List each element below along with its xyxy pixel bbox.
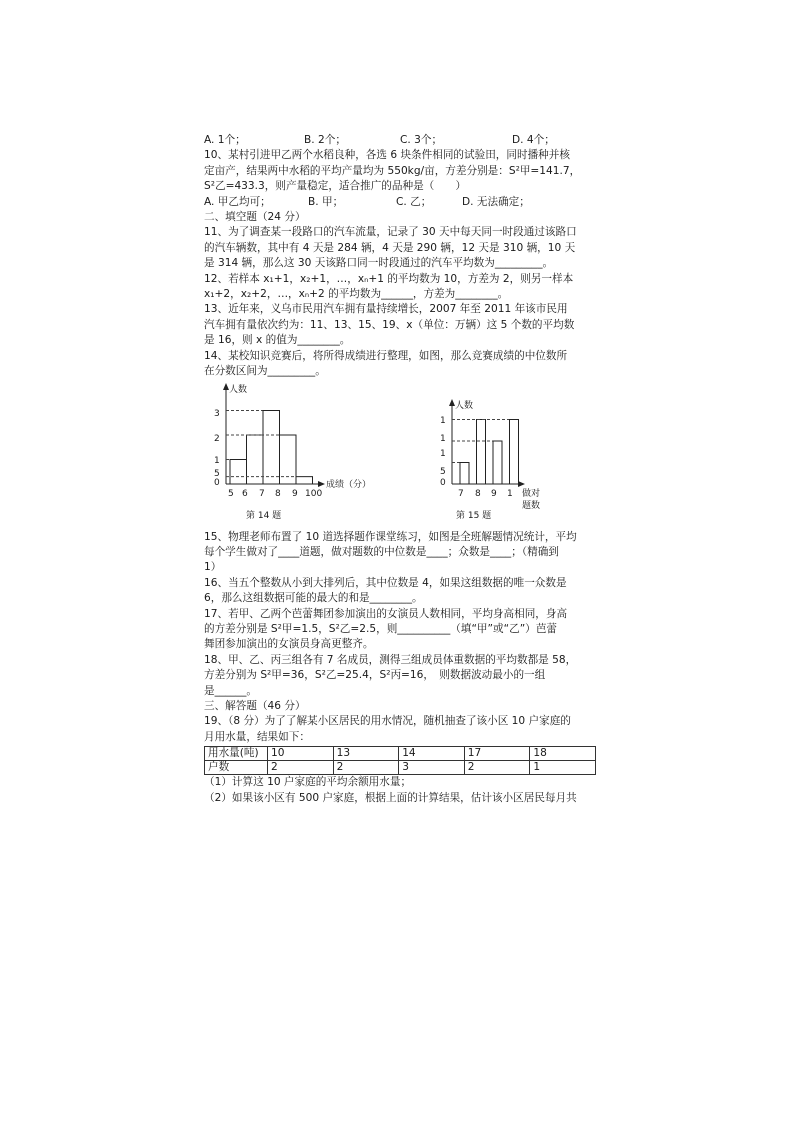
chart15-x-arrow-icon [518, 481, 525, 487]
charts-area [204, 382, 596, 530]
chart14-ytick: 2 [214, 433, 220, 444]
chart15-bars [452, 419, 519, 484]
q11-line: 11、为了调查某一段路口的汽车流量，记录了 30 天中每天同一时段通过该路口 [204, 226, 577, 239]
table-cell: 10 [268, 747, 334, 761]
chart14-bar [230, 459, 247, 484]
chart14-xtick: 8 [275, 488, 281, 499]
chart15-ytick: 0 [440, 477, 446, 488]
chart15-xtick: 9 [491, 488, 497, 499]
table-cell: 14 [399, 747, 465, 761]
chart15-xtick: 8 [475, 488, 481, 499]
charts-svg [204, 382, 596, 530]
worksheet [204, 133, 596, 806]
q17-line: 的方差分别是 S²甲=1.5，S²乙=2.5，则__________（填“甲”或“乙”）芭蕾 [204, 622, 557, 635]
q17-line: 17、若甲、乙两个芭蕾舞团参加演出的女演员人数相同，平均身高相同，身高 [204, 607, 568, 620]
q13-line: 是 16，则 x 的值为________。 [204, 334, 351, 347]
chart14-xtick: 6 [242, 488, 248, 499]
q16-line: 6，那么这组数据可能的最大的和是________。 [204, 592, 423, 605]
chart15-xlabel: 做对 [522, 488, 541, 499]
q10-options [204, 195, 596, 210]
q15-line: 每个学生做对了____道题，做对题数的中位数是____；众数是____；（精确到 [204, 545, 559, 558]
chart15-xtick: 1 [507, 488, 513, 499]
q9-option-d: D. 4个； [512, 134, 555, 146]
q19-part: （1）计算这 10 户家庭的平均余额用水量； [204, 776, 412, 789]
chart14-xtick: 5 [228, 488, 234, 499]
chart15-bar [510, 419, 519, 484]
q10-option-b: B. 甲； [308, 195, 344, 208]
q15-line: 1） [204, 561, 222, 574]
q16-line: 16、当五个整数从小到大排列后，其中位数是 4，如果这组数据的唯一众数是 [204, 576, 567, 589]
table-cell: 2 [268, 761, 334, 775]
table-cell: 17 [464, 747, 530, 761]
q12-line: 12、若样本 x₁+1，x₂+1，…，xₙ+1 的平均数为 10，方差为 2，则另一样本 [204, 272, 574, 285]
q11-line: 的汽车辆数，其中有 4 天是 284 辆，4 天是 290 辆，12 天是 310 辆，10 天 [204, 241, 576, 254]
chart14-ylabel: 人数 [229, 384, 248, 395]
chart15-xtick: 7 [458, 488, 464, 499]
chart14-ytick: 5 [214, 468, 220, 479]
chart14-xtick: 7 [259, 488, 265, 499]
q9-option-b: B. 2个； [304, 134, 346, 146]
water-usage-table [204, 746, 596, 775]
chart14-xtick: 9 [292, 488, 298, 499]
q12-line: x₁+2，x₂+2，…，xₙ+2 的平均数为______，方差为________。 [204, 288, 509, 301]
q18-line: 18、甲、乙、丙三组各有 7 名成员，测得三组成员体重数据的平均数都是 58， [204, 653, 577, 666]
table-row [205, 761, 596, 775]
q19-line: 月用水量，结果如下： [204, 730, 310, 743]
chart14-xlabel: 成绩（分） [326, 479, 372, 490]
q19-line: 19、（8 分）为了了解某小区居民的用水情况，随机抽查了该小区 10 户家庭的 [204, 715, 571, 728]
table-row [205, 747, 596, 761]
q10-line: 定亩产，结果两中水稻的平均产量均为 550kg/亩，方差分别是：S²甲=141.7， [204, 164, 581, 177]
q18-line: 方差分别为 S²甲=36，S²乙=25.4，S²丙=16， 则数据波动最小的一组 [204, 669, 546, 682]
q9-option-c: C. 3个； [400, 134, 443, 146]
table-cell: 2 [333, 761, 399, 775]
q13-line: 13、近年来，义乌市民用汽车拥有量持续增长，2007 年至 2011 年该市民用 [204, 303, 568, 316]
chart15-bar [460, 462, 469, 484]
chart15-ytick: 1 [440, 415, 446, 426]
chart15-ylabel: 人数 [455, 400, 474, 411]
q15-line: 15、物理老师布置了 10 道选择题作课堂练习，如图是全班解题情况统计，平均 [204, 530, 577, 543]
q9-option-a: A. 1个； [204, 134, 246, 146]
chart15-ytick: 5 [440, 466, 446, 477]
chart15-ytick: 1 [440, 433, 446, 444]
section-heading-answer: 三、解答题（46 分） [204, 699, 306, 712]
chart14-ytick: 3 [214, 408, 220, 419]
table-cell: 13 [333, 747, 399, 761]
chart15-bar [493, 441, 502, 484]
q13-line: 汽车拥有量依次约为：11、13、15、19、x（单位：万辆）这 5 个数的平均数 [204, 318, 575, 331]
table-cell: 用水量(吨) [205, 747, 268, 761]
table-cell: 2 [464, 761, 530, 775]
q10-line: 10、某村引进甲乙两个水稻良种，各选 6 块条件相同的试验田，同时播种并核 [204, 149, 570, 162]
q10-option-a: A. 甲乙均可； [204, 195, 271, 208]
chart15-xlabel: 题数 [522, 500, 541, 511]
chart15-bar [477, 419, 486, 484]
table-cell: 1 [530, 761, 596, 775]
chart14-bar [263, 410, 280, 484]
chart-15 [440, 399, 540, 521]
chart15-caption: 第 15 题 [456, 510, 492, 521]
q11-line: 是 314 辆，那么这 30 天该路口同一时段通过的汽车平均数为_________。 [204, 257, 554, 270]
chart15-ytick: 1 [440, 448, 446, 459]
chart14-x-arrow-icon [318, 481, 325, 487]
q10-option-d: D. 无法确定； [462, 195, 530, 208]
q17-line: 舞团参加演出的女演员身高更整齐。 [204, 638, 374, 651]
chart-14 [214, 383, 371, 521]
chart14-xtick: 100 [305, 488, 323, 499]
chart14-bars [226, 410, 313, 484]
q10-line: S²乙=433.3，则产量稳定，适合推广的品种是（ ） [204, 180, 467, 193]
table-cell: 3 [399, 761, 465, 775]
chart14-bar [296, 476, 313, 483]
chart14-ytick: 1 [214, 455, 220, 466]
section-heading-fill-in: 二、填空题（24 分） [204, 211, 306, 224]
table-cell: 18 [530, 747, 596, 761]
q9-options [204, 133, 596, 148]
table-cell: 户数 [205, 761, 268, 775]
chart14-ytick: 0 [214, 477, 220, 488]
q10-option-c: C. 乙； [396, 195, 432, 208]
q14-line: 14、某校知识竞赛后，将所得成绩进行整理，如图，那么竞赛成绩的中位数所 [204, 349, 568, 362]
chart14-caption: 第 14 题 [246, 510, 282, 521]
q14-line: 在分数区间为_________。 [204, 365, 326, 378]
q19-part: （2）如果该小区有 500 户家庭，根据上面的计算结果，估计该小区居民每月共 [204, 791, 577, 804]
q18-line: 是______。 [204, 684, 257, 697]
